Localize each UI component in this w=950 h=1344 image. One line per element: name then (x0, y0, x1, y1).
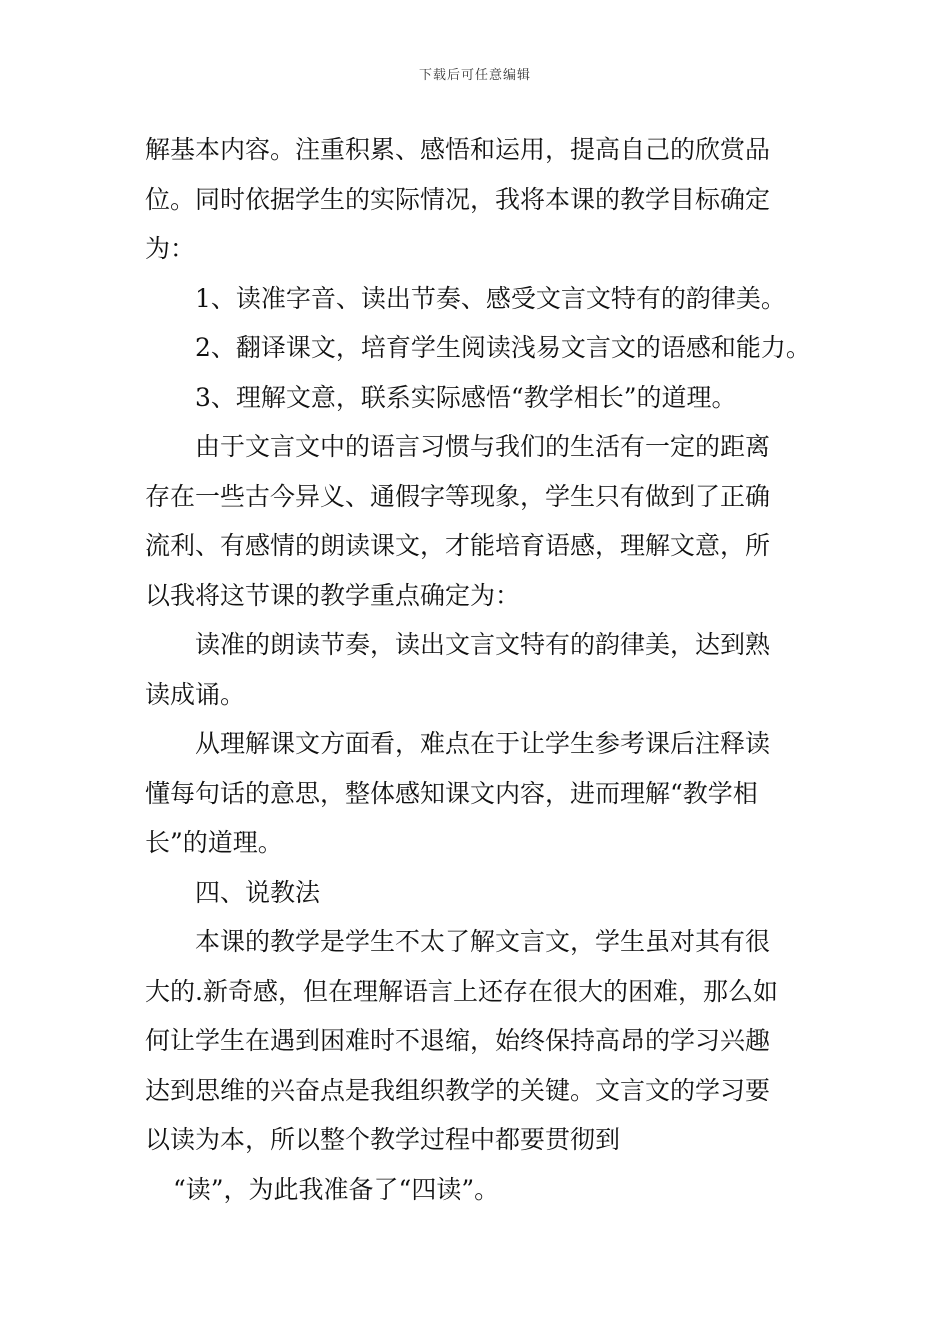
text-line: 长”的道理。 (145, 828, 283, 857)
text-line: “读”，为此我准备了“四读”。 (173, 1174, 500, 1204)
text-line: 流利、有感情的朗读课文，才能培育语感，理解文意，所 (145, 531, 771, 560)
text-line: 位。同时依据学生的实际情况，我将本课的教学目标确定 (145, 184, 771, 214)
text-line: 从理解课文方面看，难点在于让学生参考课后注释读 (195, 729, 771, 758)
text-line: 读准的朗读节奏，读出文言文特有的韵律美，达到熟 (195, 630, 771, 659)
text-line: 存在一些古今异义、通假字等现象，学生只有做到了正确 (145, 481, 771, 511)
text-line: 以读为本，所以整个教学过程中都要贯彻到 (145, 1125, 621, 1154)
text-line: 达到思维的兴奋点是我组织教学的关键。文言文的学习要 (145, 1075, 771, 1105)
text-line: 2、翻译课文，培育学生阅读浅易文言文的语感和能力。 (195, 333, 811, 362)
page-header: 下载后可任意编辑 (418, 68, 531, 83)
text-line: 解基本内容。注重积累、感悟和运用，提高自己的欣赏品 (145, 135, 771, 164)
text-line: 懂每句话的意思，整体感知课文内容，进而理解“教学相 (145, 778, 758, 808)
text-line: 以我将这节课的教学重点确定为： (145, 580, 521, 610)
text-line: 大的.新奇感，但在理解语言上还存在很大的困难，那么如 (145, 976, 778, 1006)
text-line: 读成诵。 (145, 679, 246, 709)
text-line: 3、理解文意，联系实际感悟“教学相长”的道理。 (195, 382, 737, 412)
text-line: 本课的教学是学生不太了解文言文，学生虽对其有很 (195, 927, 771, 956)
text-line: 1、读准字音、读出节奏、感受文言文特有的韵律美。 (195, 283, 786, 313)
section-heading: 四、说教法 (195, 877, 321, 907)
document-body (145, 125, 810, 1214)
text-line: 何让学生在遇到困难时不退缩，始终保持高昂的学习兴趣 (145, 1026, 771, 1055)
text-line: 为： (145, 234, 196, 263)
text-line: 由于文言文中的语言习惯与我们的生活有一定的距离 (195, 432, 771, 461)
